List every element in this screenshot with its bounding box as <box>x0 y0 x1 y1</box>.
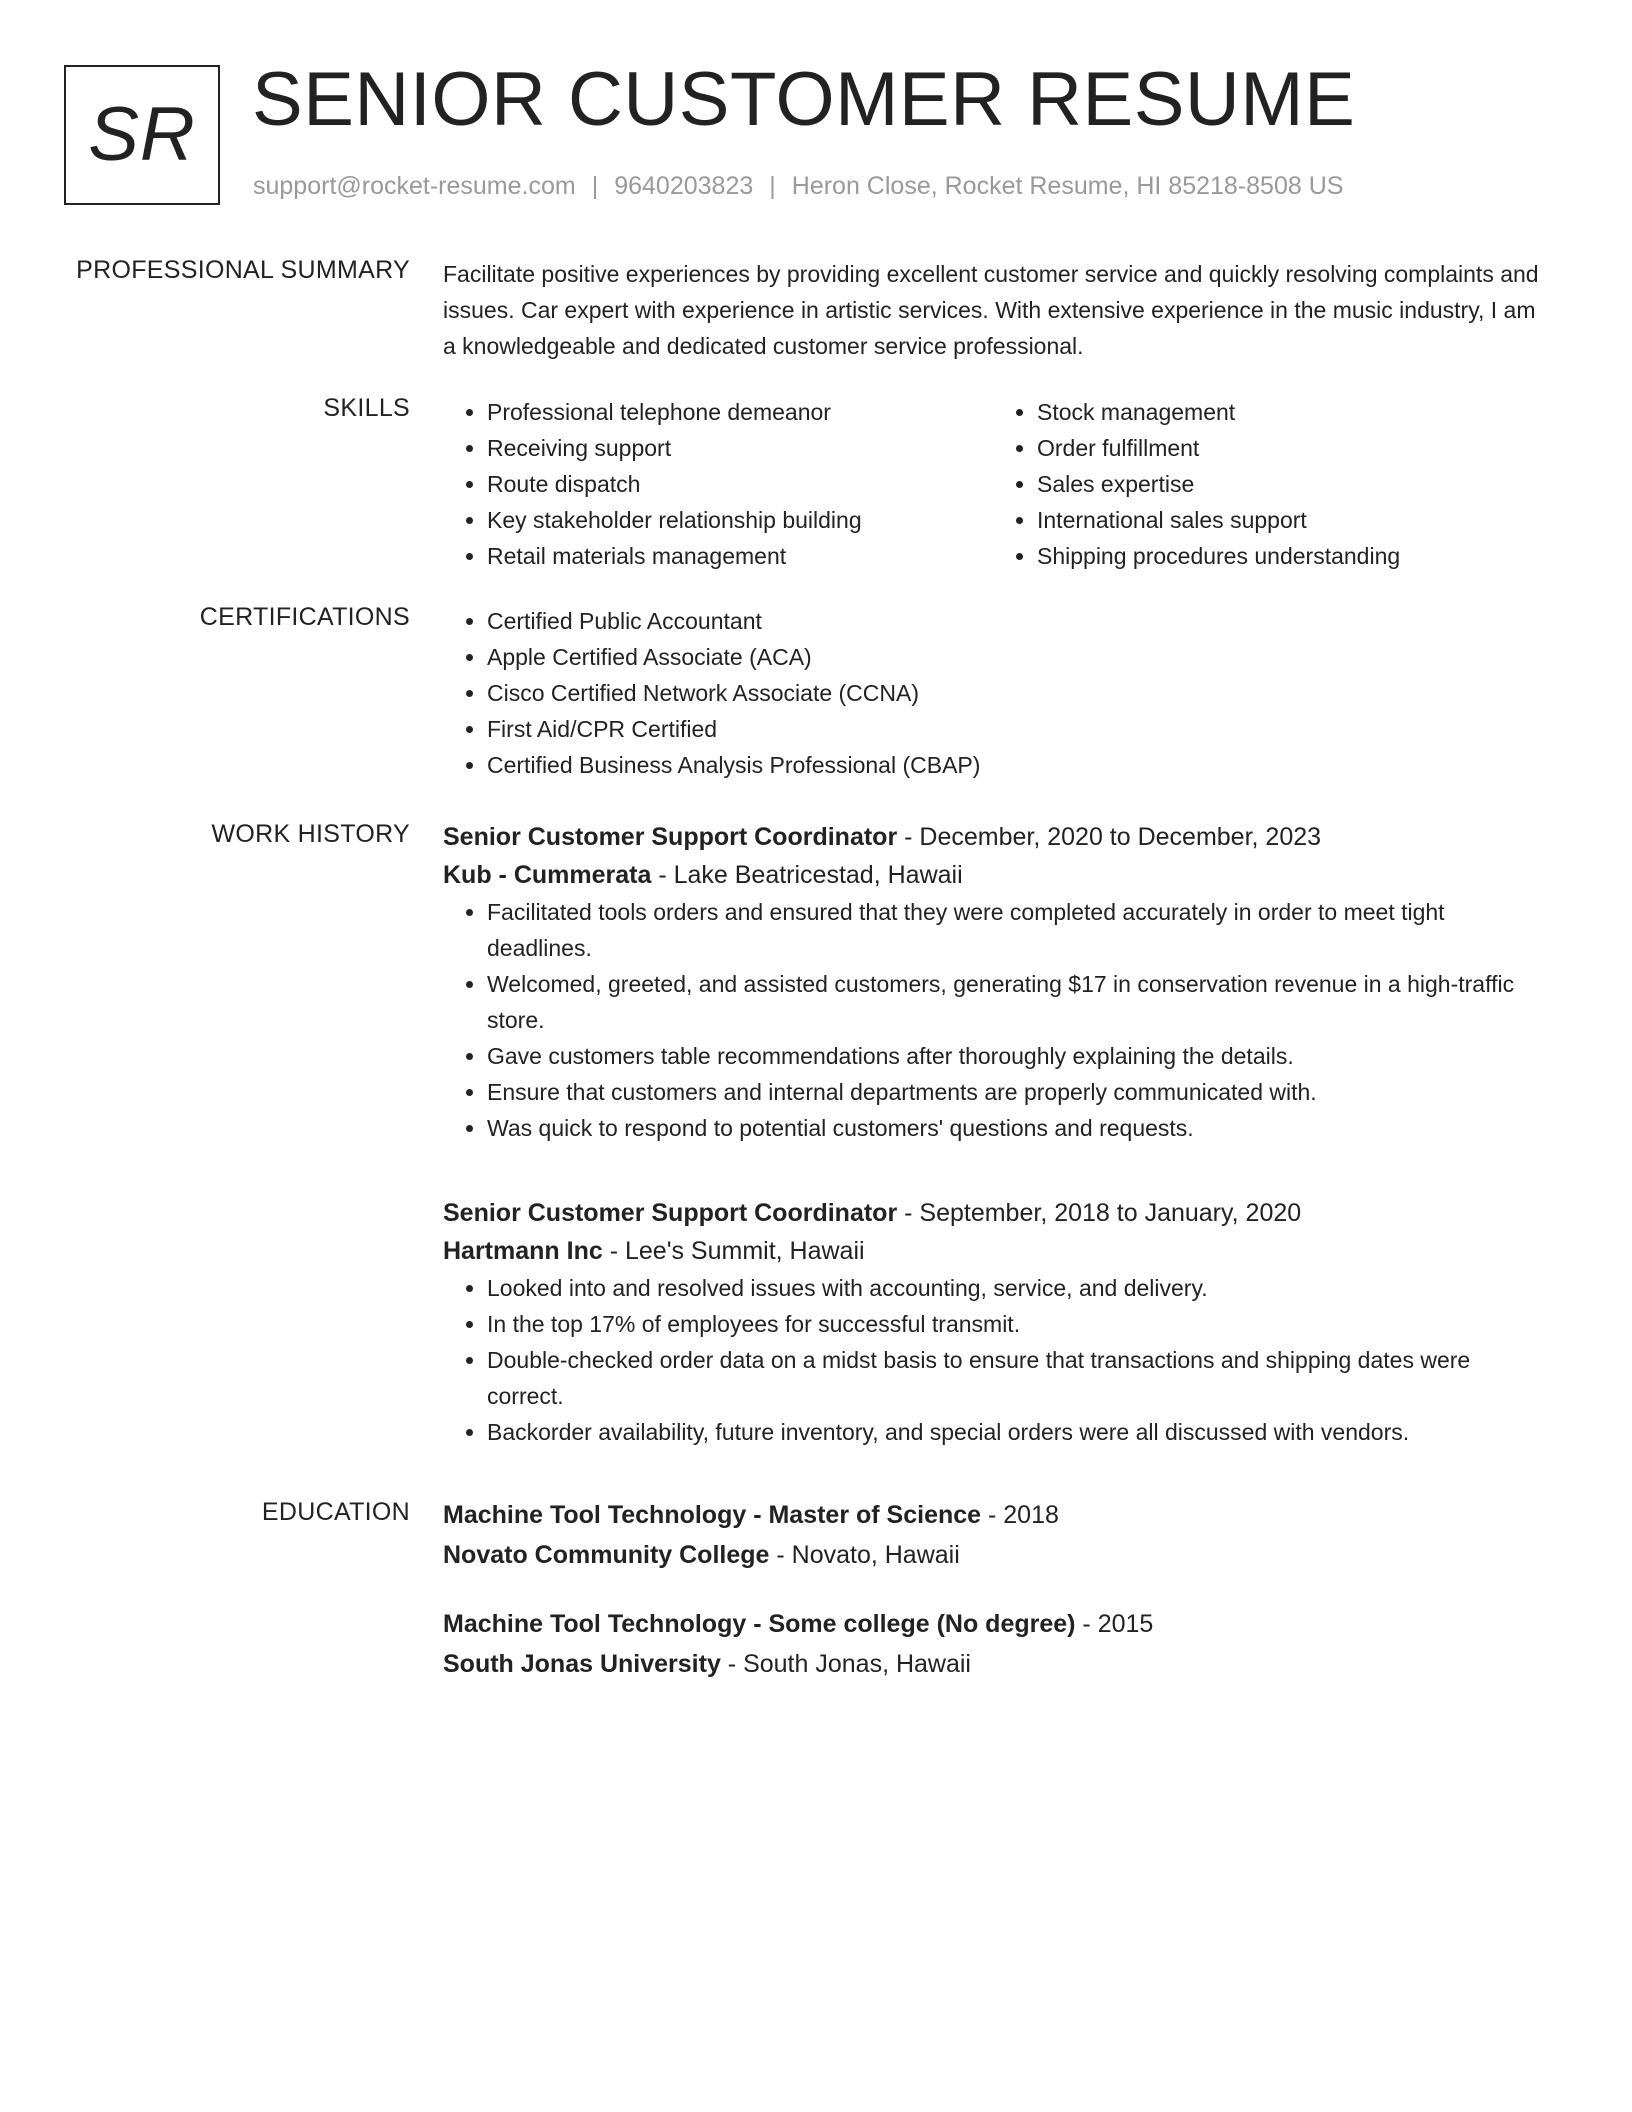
summary-body <box>443 256 1543 364</box>
education-degree: Machine Tool Technology - Some college (No degree) <box>443 1610 1076 1638</box>
job-company-line <box>443 856 1543 894</box>
education-degree: Machine Tool Technology - Master of Science <box>443 1501 982 1529</box>
certification-item: • Certified Public Accountant <box>487 603 1543 639</box>
education-location: - South Jonas, Hawaii <box>720 1650 971 1678</box>
job-location: - Lake Beatricestad, Hawaii <box>651 861 963 889</box>
skill-item: • Sales expertise <box>1037 466 1543 502</box>
education-body <box>443 1496 1543 1574</box>
job-dates: - September, 2018 to January, 2020 <box>897 1199 1302 1227</box>
education-year: - 2018 <box>981 1501 1059 1529</box>
contact-separator: | <box>591 172 599 200</box>
certification-item: • First Aid/CPR Certified <box>487 711 1543 747</box>
contact-address: Heron Close, Rocket Resume, HI 85218-8508 US <box>791 172 1344 200</box>
education-school-line <box>443 1536 1543 1574</box>
job-entry <box>443 1194 1543 1450</box>
skill-item: • Key stakeholder relationship building <box>487 502 993 538</box>
job-dates: - December, 2020 to December, 2023 <box>897 823 1322 851</box>
job-company: Kub - Cummerata <box>443 861 652 889</box>
contact-phone[interactable]: 9640203823 <box>614 172 754 200</box>
job-bullet: • Ensure that customers and internal departments are properly communicated with. <box>487 1074 1543 1110</box>
skill-item: • Receiving support <box>487 430 993 466</box>
section-label-summary: PROFESSIONAL SUMMARY <box>76 256 410 284</box>
job-bullets <box>443 894 1543 1146</box>
section-label-certifications: CERTIFICATIONS <box>199 603 410 631</box>
job-company: Hartmann Inc <box>443 1237 603 1265</box>
skill-item: • Stock management <box>1037 394 1543 430</box>
summary-text: Facilitate positive experiences by providing excellent customer service and quickly resolving complaints and issues. Car expert with experience in artistic services. With extensive experience in the music industry, I am a knowledgeable and dedicated customer service professional. <box>443 261 1539 359</box>
education-entry <box>443 1496 1543 1574</box>
education-school: Novato Community College <box>443 1541 770 1569</box>
work-history-body <box>443 818 1543 1146</box>
job-bullet: • Backorder availability, future inventory, and special orders were all discussed with vendors. <box>487 1414 1543 1450</box>
education-body-2 <box>443 1605 1543 1683</box>
section-label-education: EDUCATION <box>261 1498 410 1526</box>
resume-title: SENIOR CUSTOMER RESUME <box>252 57 1356 142</box>
contact-email[interactable]: support@rocket-resume.com <box>253 172 576 200</box>
certification-item: • Certified Business Analysis Professional (CBAP) <box>487 747 1543 783</box>
job-bullet: • Double-checked order data on a midst basis to ensure that transactions and shipping dates were correct. <box>487 1342 1543 1414</box>
education-degree-line <box>443 1496 1543 1534</box>
monogram-initials: SR <box>88 91 196 177</box>
skill-item: • Retail materials management <box>487 538 993 574</box>
job-location: - Lee's Summit, Hawaii <box>602 1237 865 1265</box>
job-entry <box>443 818 1543 1146</box>
section-label-work-history: WORK HISTORY <box>211 820 410 848</box>
monogram-badge <box>64 65 220 205</box>
certifications-list <box>443 603 1543 783</box>
certifications-body <box>443 603 1543 783</box>
work-history-body-2 <box>443 1194 1543 1450</box>
education-year: - 2015 <box>1075 1610 1154 1638</box>
job-title-line <box>443 1194 1543 1232</box>
job-bullet: • Facilitated tools orders and ensured that they were completed accurately in order to meet tight deadlines. <box>487 894 1543 966</box>
education-school: South Jonas University <box>443 1650 721 1678</box>
education-school-line <box>443 1645 1543 1683</box>
skills-list-left <box>443 394 993 574</box>
skill-item: • International sales support <box>1037 502 1543 538</box>
contact-separator: | <box>769 172 776 200</box>
skill-item: • Professional telephone demeanor <box>487 394 993 430</box>
contact-line <box>253 172 1343 201</box>
job-title-line <box>443 818 1543 856</box>
skill-item: • Shipping procedures understanding <box>1037 538 1543 574</box>
job-bullet: • Looked into and resolved issues with accounting, service, and delivery. <box>487 1270 1543 1306</box>
job-bullet: • Gave customers table recommendations after thoroughly explaining the details. <box>487 1038 1543 1074</box>
skill-item: • Order fulfillment <box>1037 430 1543 466</box>
education-location: - Novato, Hawaii <box>769 1541 960 1569</box>
education-degree-line <box>443 1605 1543 1643</box>
job-title: Senior Customer Support Coordinator <box>443 823 898 851</box>
skills-body <box>443 394 1543 574</box>
education-entry <box>443 1605 1543 1683</box>
job-bullets <box>443 1270 1543 1450</box>
certification-item: • Cisco Certified Network Associate (CCNA) <box>487 675 1543 711</box>
job-bullet: • In the top 17% of employees for successful transmit. <box>487 1306 1543 1342</box>
job-title: Senior Customer Support Coordinator <box>443 1199 898 1227</box>
skills-list-right <box>993 394 1543 574</box>
job-bullet: • Welcomed, greeted, and assisted customers, generating $17 in conservation revenue in a high-traffic store. <box>487 966 1543 1038</box>
section-label-skills: SKILLS <box>323 394 410 422</box>
job-bullet: • Was quick to respond to potential customers' questions and requests. <box>487 1110 1543 1146</box>
certification-item: • Apple Certified Associate (ACA) <box>487 639 1543 675</box>
job-company-line <box>443 1232 1543 1270</box>
skill-item: • Route dispatch <box>487 466 993 502</box>
